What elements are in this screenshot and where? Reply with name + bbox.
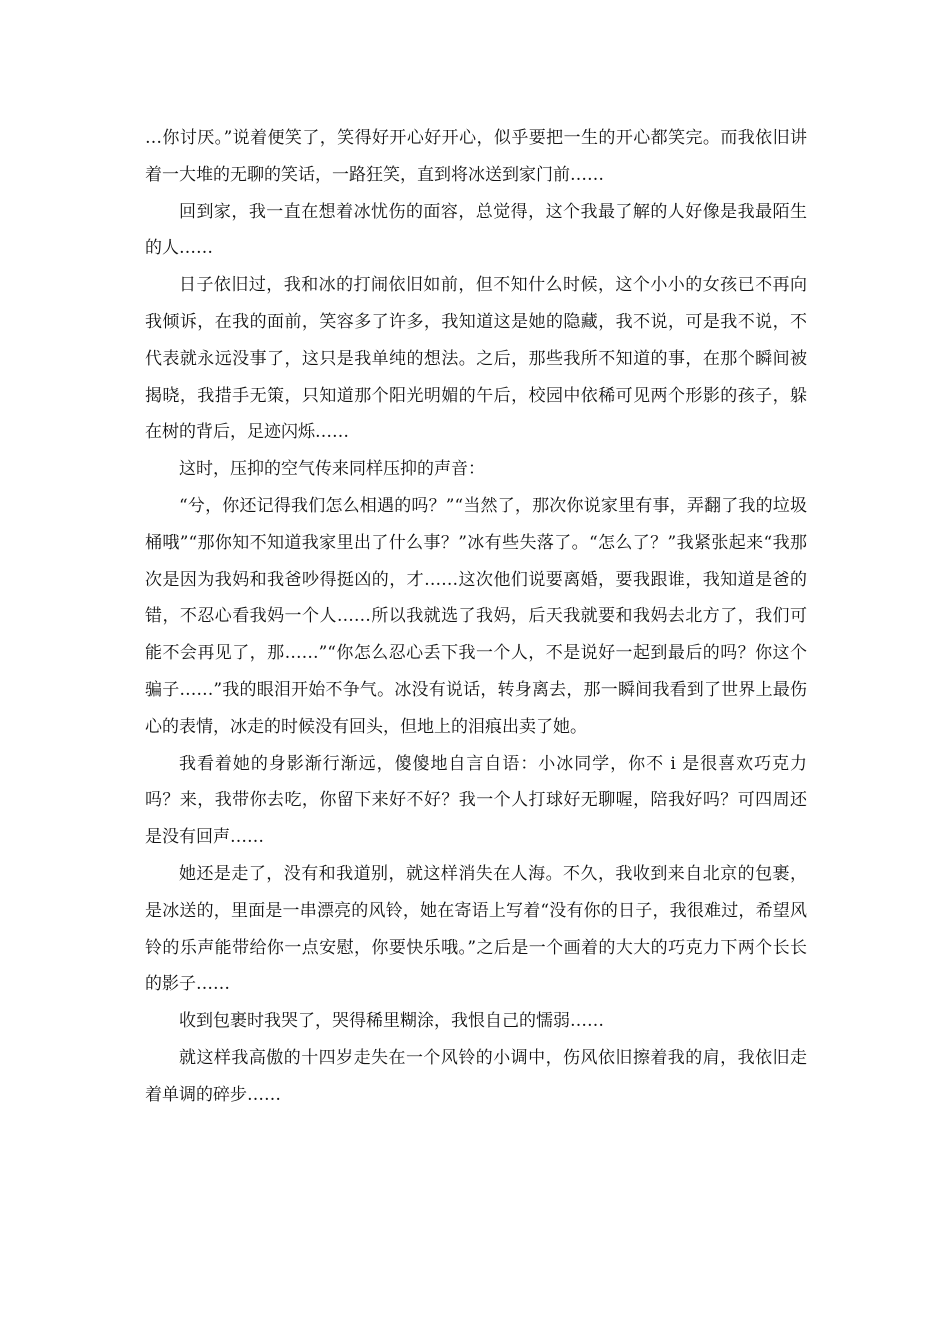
paragraph-3: 日子依旧过，我和冰的打闹依旧如前，但不知什么时候，这个小小的女孩已不再向我倾诉，在我的面前，笑容多了许多，我知道这是她的隐藏，我不说，可是我不说，不代表就永远没事了，这只是我单纯的想法。之后，那些我所不知道的事，在那个瞬间被揭晓，我措手无策，只知道那个阳光明媚的午后，校园中依稀可见两个形影的孩子，躲在树的背后，足迹闪烁…… — [145, 275, 807, 443]
paragraph-1: …你讨厌。”说着便笑了，笑得好开心好开心，似乎要把一生的开心都笑完。而我依旧讲着一大堆的无聊的笑话，一路狂笑，直到将冰送到家门前…… — [145, 128, 807, 185]
paragraph-5: “兮，你还记得我们怎么相遇的吗？”“当然了，那次你说家里有事，弄翻了我的垃圾桶哦”“那你知不知道我家里出了什么事？”冰有些失落了。“怎么了？”我紧张起来“我那次是因为我妈和我爸吵得挺凶的，才……这次他们说要离婚，要我跟谁，我知道是爸的错，不忍心看我妈一个人……所以我就选了我妈，后天我就要和我妈去北方了，我们可能不会再见了，那……”“你怎么忍心丢下我一个人，不是说好一起到最后的吗？你这个骗子……”我的眼泪开始不争气。冰没有说话，转身离去，那一瞬间我看到了世界上最伤心的表情，冰走的时候没有回头，但地上的泪痕出卖了她。 — [145, 495, 807, 737]
paragraph-6: 我看着她的身影渐行渐远，傻傻地自言自语：小冰同学，你不 i 是很喜欢巧克力吗？来，我带你去吃，你留下来好不好？我一个人打球好无聊喔，陪我好吗？可四周还是没有回声…… — [145, 753, 807, 848]
paragraph-7: 她还是走了，没有和我道别，就这样消失在人海。不久，我收到来自北京的包裹，是冰送的，里面是一串漂亮的风铃，她在寄语上写着“没有你的日子，我很难过，希望风铃的乐声能带给你一点安慰，你要快乐哦。”之后是一个画着的大大的巧克力下两个长长的影子…… — [145, 863, 807, 995]
paragraph-4: 这时，压抑的空气传来同样压抑的声音： — [179, 459, 485, 480]
document-body — [145, 120, 807, 1114]
paragraph-8: 收到包裹时我哭了，哭得稀里糊涂，我恨自己的懦弱…… — [179, 1011, 604, 1032]
paragraph-9: 就这样我高傲的十四岁走失在一个风铃的小调中，伤风依旧擦着我的肩，我依旧走着单调的碎步…… — [145, 1047, 807, 1105]
paragraph-2: 回到家，我一直在想着冰忧伤的面容，总觉得，这个我最了解的人好像是我最陌生的人…… — [145, 201, 807, 259]
